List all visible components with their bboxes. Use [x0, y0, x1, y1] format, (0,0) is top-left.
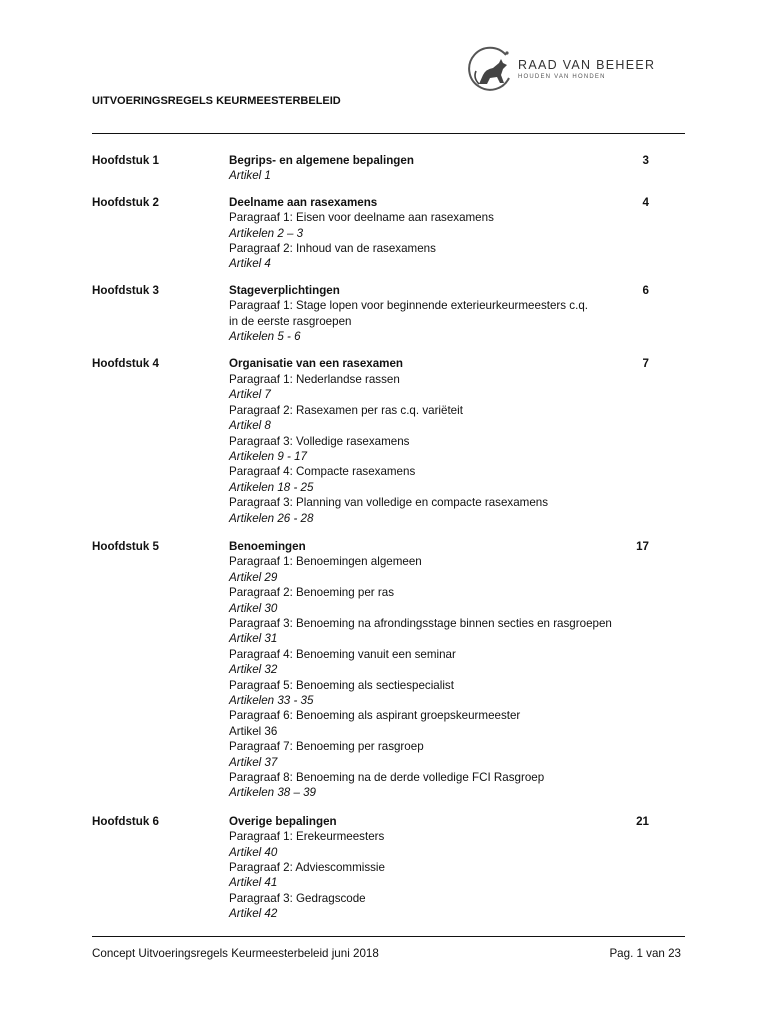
- section-line: Paragraaf 2: Adviescommissie: [229, 861, 385, 875]
- brand-tagline: HOUDEN VAN HONDEN: [518, 74, 606, 80]
- article-reference: Artikelen 26 - 28: [229, 511, 314, 525]
- chapter-label: Hoofdstuk 2: [92, 195, 159, 209]
- section-line: Paragraaf 3: Planning van volledige en compacte rasexamens: [229, 496, 549, 510]
- chapter-title: Deelname aan rasexamens: [229, 195, 378, 209]
- article-reference: Artikelen 33 - 35: [229, 694, 314, 707]
- article-reference: Artikel 30: [229, 601, 278, 615]
- toc-chapter: [92, 356, 662, 525]
- header-divider: [92, 133, 685, 134]
- toc-chapter: [92, 153, 662, 184]
- chapter-label: Hoofdstuk 1: [92, 154, 159, 167]
- article-reference: Artikelen 38 – 39: [229, 786, 317, 800]
- section-line: Paragraaf 2: Inhoud van de rasexamens: [229, 242, 436, 256]
- logo: [466, 45, 666, 97]
- chapter-page-number: 7: [642, 357, 649, 371]
- section-line: Paragraaf 4: Benoeming vanuit een seminar: [229, 647, 456, 661]
- chapter-page-number: 21: [636, 814, 649, 828]
- chapter-label: Hoofdstuk 4: [92, 357, 159, 371]
- section-line: Paragraaf 4: Compacte rasexamens: [229, 465, 416, 479]
- chapter-page-number: 4: [642, 195, 649, 209]
- chapter-content: [229, 153, 662, 184]
- chapter-page-number: 6: [642, 283, 649, 297]
- section-line: Paragraaf 1: Stage lopen voor beginnende exterieurkeurmeesters c.q.: [229, 299, 588, 313]
- section-line: Paragraaf 7: Benoeming per rasgroep: [229, 740, 424, 754]
- article-reference: Artikelen 9 - 17: [229, 449, 307, 463]
- chapter-label: Hoofdstuk 5: [92, 539, 159, 553]
- article-reference: Artikelen 5 - 6: [229, 330, 301, 344]
- chapter-title: Overige bepalingen: [229, 814, 337, 828]
- chapter-page-number: 3: [642, 154, 649, 167]
- article-reference: Artikelen 18 - 25: [229, 480, 314, 494]
- article-reference: Artikel 1: [229, 169, 271, 183]
- chapter-label: Hoofdstuk 3: [92, 283, 159, 297]
- section-line: Paragraaf 6: Benoeming als aspirant groepskeurmeester: [229, 709, 521, 723]
- chapter-content: [229, 814, 662, 922]
- chapter-content: [229, 283, 662, 345]
- article-reference: Artikel 29: [229, 570, 278, 584]
- footer-document-name: Concept Uitvoeringsregels Keurmeesterbeleid juni 2018: [92, 947, 379, 960]
- footer-page-number: Pag. 1 van 23: [609, 947, 681, 960]
- section-line: Paragraaf 2: Rasexamen per ras c.q. variëteit: [229, 403, 463, 417]
- dog-logo-icon: [466, 45, 514, 97]
- chapter-title: Stageverplichtingen: [229, 283, 340, 297]
- toc-chapter: [92, 195, 662, 272]
- chapter-content: [229, 539, 662, 801]
- section-line: in de eerste rasgroepen: [229, 314, 352, 328]
- toc-chapter: [92, 283, 662, 345]
- toc-chapter: [92, 539, 662, 801]
- chapter-label: Hoofdstuk 6: [92, 814, 159, 828]
- section-line: Paragraaf 1: Erekeurmeesters: [229, 830, 385, 844]
- chapter-title: Benoemingen: [229, 539, 306, 553]
- chapter-content: [229, 195, 662, 272]
- section-line: Paragraaf 2: Benoeming per ras: [229, 586, 394, 600]
- section-line: Paragraaf 1: Eisen voor deelname aan rasexamens: [229, 211, 494, 225]
- article-reference: Artikel 37: [229, 755, 278, 769]
- chapter-page-number: 17: [636, 539, 649, 553]
- article-reference: Artikel 42: [229, 907, 278, 921]
- chapter-title: Begrips- en algemene bepalingen: [229, 154, 414, 167]
- article-reference: Artikelen 2 – 3: [229, 226, 304, 240]
- brand-name: RAAD VAN BEHEER: [518, 58, 656, 72]
- article-reference: Artikel 4: [229, 257, 271, 271]
- footer-divider: [92, 936, 685, 937]
- article-reference: Artikel 40: [229, 845, 278, 859]
- section-line: Artikel 36: [229, 724, 278, 738]
- section-line: Paragraaf 8: Benoeming na de derde volledige FCI Rasgroep: [229, 771, 545, 785]
- article-reference: Artikel 7: [229, 388, 271, 402]
- toc-chapter: [92, 814, 662, 922]
- section-line: Paragraaf 3: Volledige rasexamens: [229, 434, 410, 448]
- section-line: Paragraaf 1: Benoemingen algemeen: [229, 555, 422, 569]
- document-title: UITVOERINGSREGELS KEURMEESTERBELEID: [92, 95, 341, 107]
- chapter-content: [229, 356, 662, 525]
- article-reference: Artikel 8: [229, 419, 271, 433]
- section-line: Paragraaf 5: Benoeming als sectiespecialist: [229, 678, 454, 692]
- section-line: Paragraaf 1: Nederlandse rassen: [229, 372, 400, 386]
- section-line: Paragraaf 3: Gedragscode: [229, 891, 366, 905]
- article-reference: Artikel 41: [229, 876, 278, 890]
- section-line: Paragraaf 3: Benoeming na afrondingsstage binnen secties en rasgroepen: [229, 616, 612, 630]
- article-reference: Artikel 31: [229, 632, 278, 646]
- chapter-title: Organisatie van een rasexamen: [229, 357, 403, 371]
- table-of-contents: [92, 153, 662, 922]
- article-reference: Artikel 32: [229, 663, 278, 677]
